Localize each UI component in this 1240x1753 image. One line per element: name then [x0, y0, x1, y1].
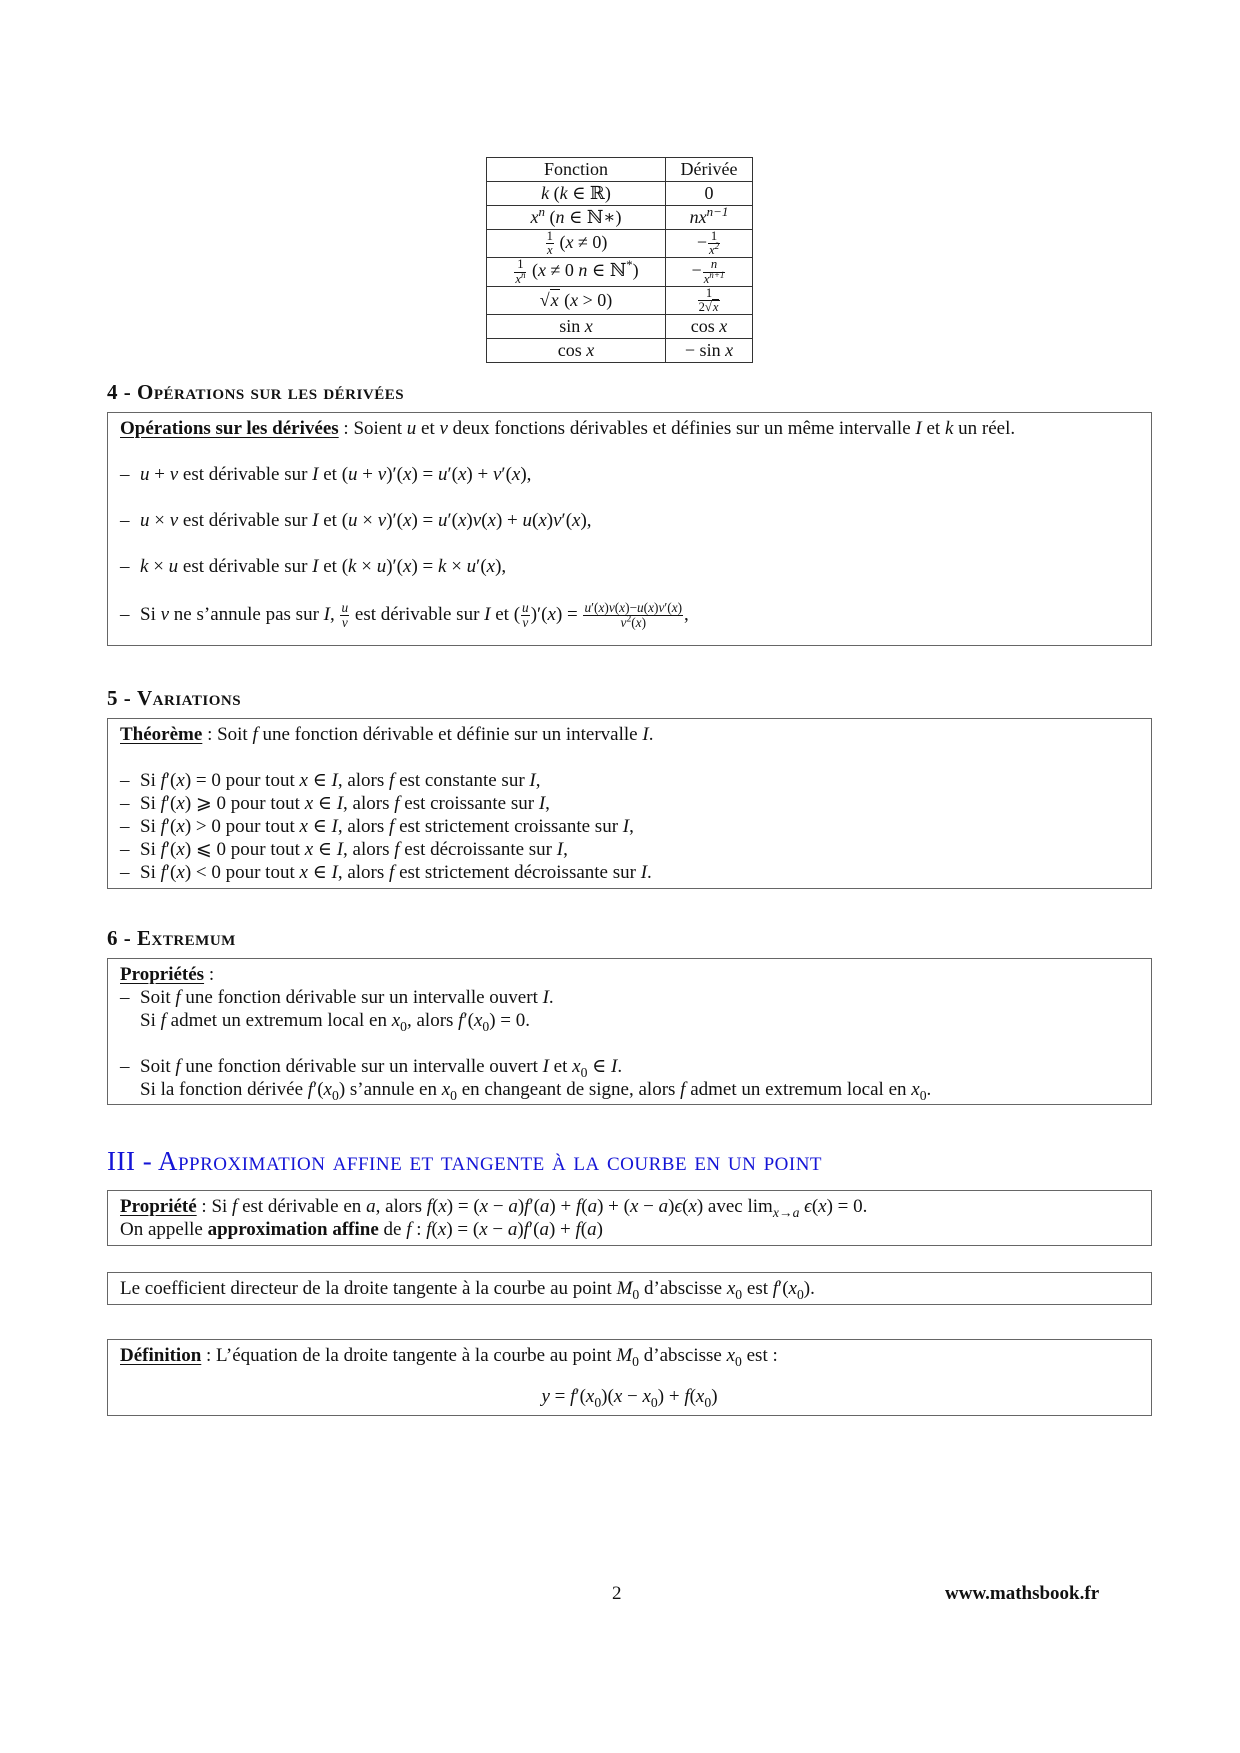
section-6-title — [107, 926, 236, 951]
section-4-title — [107, 380, 404, 405]
section-III-title — [107, 1146, 822, 1177]
section-6-title-text: Extremum — [137, 926, 236, 950]
table-row — [487, 182, 753, 206]
table-row — [487, 206, 753, 230]
extremum-p2b: Si la fonction dérivée $f'(x_0)$ s’annule en $x_0$ en changeant de signe, alors f admet un extremum local en $x_0$. — [140, 1079, 932, 1103]
extremum-box — [107, 958, 1152, 1105]
extremum-label-line: Propriétés : — [120, 964, 215, 985]
section-4-title-text: Opérations sur les dérivées — [137, 380, 405, 404]
table-cell-derivative: − sin x — [666, 339, 753, 363]
table-cell-derivative: − $\frac{1}{x^2}$ — [666, 230, 753, 258]
section-5-title-text: Variations — [137, 686, 242, 710]
property-label: Propriété — [120, 1196, 197, 1217]
tangent-slope-text: Le coefficient directeur de la droite tangente à la courbe au point $M_0$ d’abscisse $x_0$ est $f'(x_0)$. — [120, 1278, 815, 1302]
tangent-equation: $y = f'(x_0)(x - x_0) + f(x_0)$ — [541, 1386, 718, 1410]
table-cell-function: $\frac{1}{x^n}$ (x ≠ 0 n ∈ ℕ*) — [487, 258, 666, 286]
operation-item-quotient: – Si v ne s’annule pas sur I, $\frac{u}{v}$ est dérivable sur I et ( $\frac{u}{v}$ )′(x) = $\frac{u'(x)v(x)-u(x)v'(x)}{v^2(x)}$ , — [120, 600, 689, 630]
operations-label: Opérations sur les dérivées — [120, 418, 339, 439]
operations-intro: Opérations sur les dérivées : Soient u et v deux fonctions dérivables et définies sur un même intervalle I et k un réel. — [120, 418, 1016, 439]
variation-item: – Si f′(x) ⩾ 0 pour tout x ∈ I, alors f est croissante sur I, — [120, 793, 550, 814]
table-cell-function: $\frac{1}{x}$ (x ≠ 0) — [487, 230, 666, 258]
table-cell-function: $x^n$ (n ∈ ℕ∗) — [487, 206, 666, 230]
site-url: www.mathsbook.fr — [945, 1583, 1100, 1604]
table-cell-derivative: − $\frac{n}{x^{n+1}}$ — [666, 258, 753, 286]
table-cell-derivative: $nx^{n-1}$ — [666, 206, 753, 230]
table-row — [487, 339, 753, 363]
operations-box — [107, 412, 1152, 646]
section-6-number: 6 - — [107, 926, 137, 950]
variations-box — [107, 718, 1152, 889]
extremum-p2a: – Soit f une fonction dérivable sur un intervalle ouvert I et $x_0$ ∈ I. — [120, 1056, 623, 1080]
table-row — [487, 315, 753, 339]
section-III-title-text: Approximation affine et tangente à la courbe en un point — [157, 1146, 823, 1176]
table-cell-derivative: $\frac{1}{2√x}$ — [666, 286, 753, 314]
section-4-number: 4 - — [107, 380, 137, 404]
definition-label: Définition — [120, 1345, 202, 1366]
table-row — [487, 230, 753, 258]
table-cell-function: √x (x > 0) — [487, 286, 666, 314]
extremum-p1a: – Soit f une fonction dérivable sur un intervalle ouvert I. — [120, 987, 554, 1008]
table-cell-derivative: cos x — [666, 315, 753, 339]
operation-item-product: – u × v est dérivable sur I et (u × v)′(x) = u′(x)v(x) + u(x)v′(x), — [120, 510, 592, 531]
properties-label: Propriétés — [120, 964, 205, 985]
table-row — [487, 258, 753, 286]
affine-approx-box — [107, 1190, 1152, 1246]
variation-item: – Si f′(x) < 0 pour tout x ∈ I, alors f est strictement décroissante sur I. — [120, 862, 652, 883]
theorem-label: Théorème — [120, 724, 203, 745]
affine-approx-line2: On appelle approximation affine de f : f(x) = (x − a)f′(a) + f(a) — [120, 1219, 603, 1240]
variation-item: – Si f′(x) > 0 pour tout x ∈ I, alors f est strictement croissante sur I, — [120, 816, 634, 837]
table-header-derivative: Dérivée — [666, 158, 753, 182]
table-header-row — [487, 158, 753, 182]
table-cell-function: sin x — [487, 315, 666, 339]
section-5-title — [107, 686, 241, 711]
affine-approx-line1: Propriété : Si f est dérivable en a, alors f(x) = (x − a)f′(a) + f(a) + (x − a)ϵ(x) avec $\lim_{x\to a} \epsilon(x) = 0$. — [120, 1196, 868, 1220]
page-number: 2 — [612, 1583, 622, 1604]
table-header-function: Fonction — [487, 158, 666, 182]
table-cell-function: k (k ∈ ℝ) — [487, 182, 666, 206]
variation-item: – Si f′(x) ⩽ 0 pour tout x ∈ I, alors f est décroissante sur I, — [120, 839, 568, 860]
tangent-equation-box — [107, 1339, 1152, 1416]
tangent-definition-line: Définition : L’équation de la droite tangente à la courbe au point $M_0$ d’abscisse $x_0$ est : — [120, 1345, 778, 1369]
derivatives-table — [486, 157, 753, 363]
section-5-number: 5 - — [107, 686, 137, 710]
section-III-number: III - — [107, 1146, 158, 1176]
tangent-slope-box — [107, 1272, 1152, 1305]
operation-item-scalar: – k × u est dérivable sur I et (k × u)′(x) = k × u′(x), — [120, 556, 507, 577]
table-cell-function: cos x — [487, 339, 666, 363]
extremum-p1b: Si f admet un extremum local en $x_0$, alors $f'(x_0) = 0$. — [140, 1010, 531, 1034]
affine-approx-term: approximation affine — [207, 1219, 379, 1240]
table-row — [487, 286, 753, 314]
operation-item-sum: – u + v est dérivable sur I et (u + v)′(x) = u′(x) + v′(x), — [120, 464, 532, 485]
table-cell-derivative: 0 — [666, 182, 753, 206]
variations-intro: Théorème : Soit f une fonction dérivable et définie sur un intervalle I. — [120, 724, 654, 745]
variation-item: – Si f′(x) = 0 pour tout x ∈ I, alors f est constante sur I, — [120, 770, 541, 791]
